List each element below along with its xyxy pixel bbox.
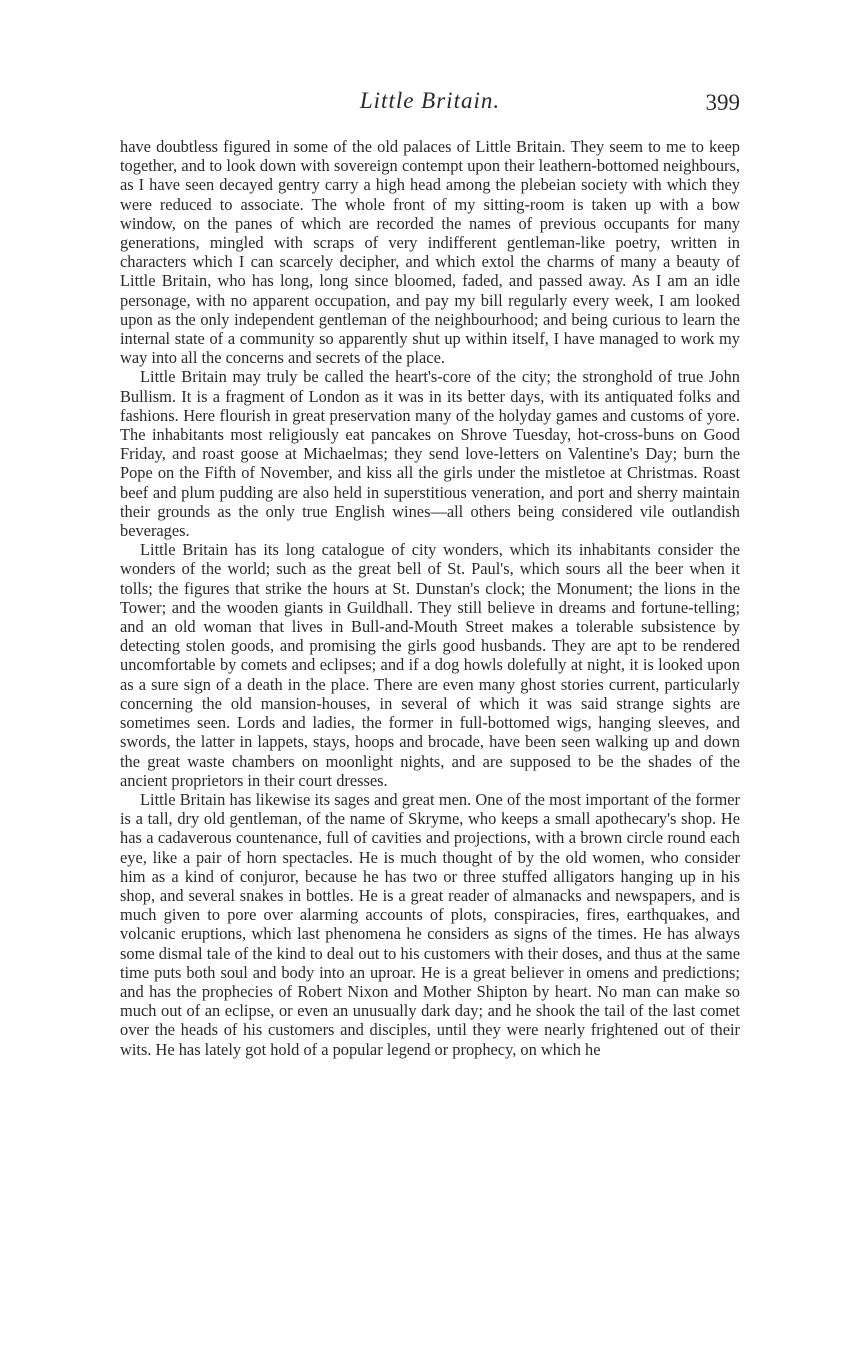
body-text [120,137,740,1059]
paragraph-heart-of-city: Little Britain may truly be called the heart's-core of the city; the stronghold of true John Bullism. It is a fragment of London as it was in its better days, with its antiquated folks and fashions. Here flourish in great preservation many of the holyday games and customs of yore. The inhabitants most religiously eat pancakes on Shrove Tuesday, hot-cross-buns on Good Friday, and roast goose at Michaelmas; they send love-letters on Valentine's Day; burn the Pope on the Fifth of November, and kiss all the girls under the mistletoe at Christmas. Roast beef and plum pudding are also held in superstitious veneration, and port and sherry maintain their grounds as the only true English wines—all others being considered vile outlandish beverages. [120,367,740,541]
paragraph-city-wonders: Little Britain has its long catalogue of city wonders, which its inhabitants consider the wonders of the world; such as the great bell of St. Paul's, which sours all the beer when it tolls; the figures that strike the hours at St. Dunstan's clock; the Monument; the lions in the Tower; and the wooden giants in Guildhall. They still believe in dreams and fortune-telling; and an old woman that lives in Bull-and-Mouth Street makes a tolerable subsistence by detecting stolen goods, and promising the girls good husbands. They are apt to be rendered uncomfortable by comets and eclipses; and if a dog howls dolefully at night, it is looked upon as a sure sign of a death in the place. There are even many ghost stories current, particularly concerning the old mansion-houses, in several of which it was said strange sights are sometimes seen. Lords and ladies, the former in full-bottomed wigs, hanging sleeves, and swords, the latter in lappets, stays, hoops and brocade, have been seen walking up and down the great waste chambers on moonlight nights, and are supposed to be the shades of the ancient proprietors in their court dresses. [120,540,740,790]
paragraph-sages: Little Britain has likewise its sages and great men. One of the most important of the former is a tall, dry old gentleman, of the name of Skryme, who keeps a small apothecary's shop. He has a cadaverous countenance, full of cavities and projections, with a brown circle round each eye, like a pair of horn spectacles. He is much thought of by the old women, who consider him as a kind of conjuror, because he has two or three stuffed alligators hanging up in his shop, and several snakes in bottles. He is a great reader of almanacks and newspapers, and is much given to pore over alarming accounts of plots, conspiracies, fires, earthquakes, and volcanic eruptions, which last phenomena he considers as signs of the times. He has always some dismal tale of the kind to deal out to his customers with their doses, and thus at the same time puts both soul and body into an uproar. He is a great believer in omens and predictions; and has the prophecies of Robert Nixon and Mother Shipton by heart. No man can make so much out of an eclipse, or even an unusually dark day; and he shook the tail of the last comet over the heads of his customers and disciples, until they were nearly frightened out of their wits. He has lately got hold of a popular legend or prophecy, on which he [120,789,740,1059]
page-number: 399 [705,90,740,115]
paragraph-continued: have doubtless figured in some of the old palaces of Little Britain. They seem to me to keep together, and to look down with sovereign contempt upon their leathern-bottomed neighbours, as I have seen decayed gentry carry a high head among the plebeian society with which they were reduced to associate. The whole front of my sitting-room is taken up with a bow window, on the panes of which are recorded the names of previous occupants for many generations, mingled with scraps of very indifferent gentleman-like poetry, written in characters which I can scarcely decipher, and which extol the charms of many a beauty of Little Britain, who has long, long since bloomed, faded, and passed away. As I am an idle personage, with no apparent occupation, and pay my bill regularly every week, I am looked upon as the only independent gentleman of the neighbourhood; and being curious to learn the internal state of a community so apparently shut up within itself, I have managed to work my way into all the concerns and secrets of the place. [120,137,740,368]
running-head [120,88,740,128]
running-title: Little Britain. [359,88,501,113]
